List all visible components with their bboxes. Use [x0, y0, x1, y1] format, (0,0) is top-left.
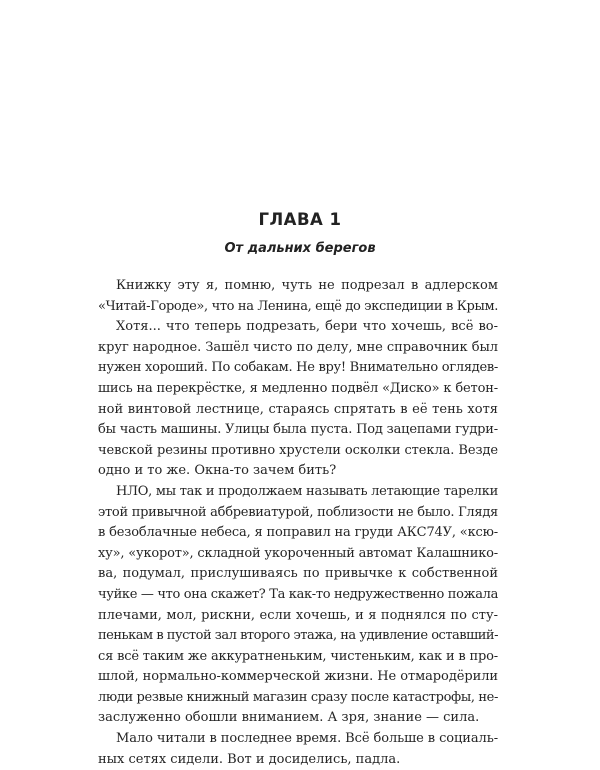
text-line: чевской резины противно хрустели осколки стекла. Везде [98, 442, 498, 458]
text-line: НЛО, мы так и продолжаем называть летающие тарелки [116, 483, 498, 499]
text-line: шись на перекрёстке, я медленно подвёл «Диско» к бетон- [98, 380, 498, 396]
text-line: Книжку эту я, помню, чуть не подрезал в адлерском [116, 278, 498, 293]
text-line: плечами, мол, рискни, если хочешь, и я поднялся по сту- [98, 607, 498, 623]
text-line: круг народное. Зашёл чисто по делу, мне справочник был [98, 339, 498, 355]
text-line: нужен хороший. По собакам. Не вру! Внимательно оглядев- [98, 360, 498, 376]
text-line: «Читай-Городе», что на Ленина, ещё до экспедиции в Крым. [98, 298, 498, 314]
chapter-subtitle: От дальних берегов [224, 241, 376, 256]
text-line: Мало читали в последнее время. Всё больше в социаль- [116, 731, 498, 747]
text-line: одно и то же. Окна-то зачем бить? [98, 463, 337, 479]
text-line: в безоблачные небеса, я поправил на груди АКС74У, «ксю- [98, 525, 498, 541]
text-line: шлой, нормально-коммерческой жизни. Не отмародёрили [98, 669, 499, 685]
text-line: люди резвые книжный магазин сразу после катастрофы, не- [98, 689, 498, 705]
chapter-title: ГЛАВА 1 [258, 210, 342, 229]
text-line: чуйке — что она скажет? Та как-то недружественно пожала [98, 586, 498, 602]
text-line: заслуженно обошли вниманием. А зря, знание — сила. [98, 710, 480, 726]
text-line: ной винтовой лестнице, стараясь спрятать в её тень хотя [98, 401, 498, 417]
text-line: ва, подумал, прислушиваясь по привычке к собственной [98, 566, 498, 582]
text-line: бы часть машины. Улицы была пуста. Под зацепами гудри- [98, 422, 498, 438]
text-line: ных сетях сидели. Вот и досиделись, падла. [98, 751, 401, 767]
text-line: Хотя... что теперь подрезать, бери что хочешь, всё во- [116, 319, 498, 335]
body-text [98, 276, 498, 770]
text-line: ху», «укорот», складной укороченный автомат Калашнико- [98, 545, 498, 561]
text-line: этой привычной аббревиатурой, поблизости не было. Глядя [98, 504, 498, 520]
text-line: пенькам в пустой зал второго этажа, на удивление оставший- [98, 628, 498, 644]
text-line: ся всё таким же аккуратненьким, чистеньким, как и в про- [98, 648, 498, 664]
